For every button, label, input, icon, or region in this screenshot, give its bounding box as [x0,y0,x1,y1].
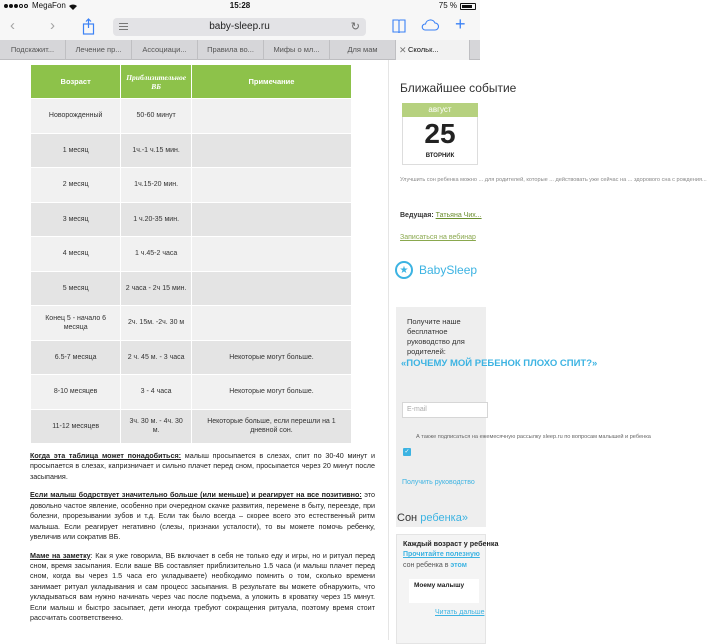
browser-tab[interactable]: Ассоциаци... [132,40,198,60]
sleep-title-prefix: Сон [397,512,421,524]
browser-tab[interactable]: Правила во... [198,40,264,60]
table-row [31,202,352,237]
star-logo-icon: ★ [395,261,413,279]
table-row [31,409,352,444]
paragraph-heading: Когда эта таблица может понадобиться: [30,451,182,460]
paragraph [30,490,375,542]
wake-time-cell: 3ч. 30 м. - 4ч. 30 м. [121,409,192,444]
table-header-row [31,65,352,99]
share-icon[interactable] [82,18,95,35]
age-cell: 4 месяц [31,237,121,272]
paragraph-text: малыш просыпается в слезах, спит по 30-40 минут и просыпается в слезах, капризничает и сильно плачет перед сном, просыпается через 20 минут после засыпания. [30,451,376,481]
table-row [31,133,352,168]
sleep-teaser-box [396,534,499,644]
subscribe-checkbox[interactable]: ✓ [404,449,410,455]
read-more-link[interactable]: Читать дальше [435,609,485,616]
sleep-title-word: ребенка» [420,512,468,524]
battery-indicator [439,0,476,12]
article-text [30,451,375,624]
table-row [31,271,352,306]
host-link[interactable]: Татьяна Чих... [435,212,482,219]
event-date-card [402,103,478,165]
age-cell: 8-10 месяцев [31,375,121,410]
paragraph-heading: Если малыш бодрствует значительно больше (или меньше) и реагирует на все позитивно: [30,490,362,500]
teaser-card[interactable]: Моему малышу [409,579,479,603]
note-cell [191,99,351,134]
forward-arrow-icon[interactable]: › [50,17,55,34]
age-cell: 1 месяц [31,133,121,168]
sidebar [388,60,707,640]
event-description: Улучшить сон ребенка можно ... для родителей, которые ... действовать уже сейчас на ... здорового сна с рождения... [400,177,707,183]
wake-time-cell: 1ч.15-20 мин. [121,168,192,203]
column-header: Примечание [191,65,351,99]
table-row [31,237,352,272]
column-header: Приблизительное ВБ [121,65,192,99]
sleep-section-title [397,512,468,524]
battery-percent: 75 % [438,1,457,10]
carrier-name: MegaFon [32,1,66,10]
browser-tab-strip [0,40,480,60]
note-cell [191,133,351,168]
table-row [31,375,352,410]
note-cell [191,168,351,203]
url-text: baby-sleep.ru [209,21,270,32]
browser-tab[interactable]: Мифы о мл... [264,40,330,60]
event-day: 25 [402,117,478,150]
guide-intro: Получите наше бесплатное руководство для родителей: [407,317,465,357]
paragraph-text: : Как я уже говорила, ВБ включает в себя не только еду и игры, но и ритуал перед сном, время засыпания. Если ваше ВБ составляет приблизительно 1.5 часа (и малыш плачет перед сном, когда вы через 1.5 часа его укладываете) необходимо помнить о том, сколько времени занимает ритуал укладывания и сам процесс засыпания. В результате вы можете обнаружить, что укладываться вам нужно начинать через час после подъема, а уложить в кроватку через 15 минут. Если малыш и быстро засыпает, дети иногда требуют сокращения ритуала, поэтому время стоит рассчитать соответственно. [30,550,375,623]
upcoming-event-title: Ближайшее событие [400,81,517,95]
reload-icon[interactable]: ↻ [350,21,360,33]
wake-time-cell: 50-60 минут [121,99,192,134]
table-row [31,168,352,203]
wake-time-cell: 1ч.-1 ч.15 мин. [121,133,192,168]
event-month: август [402,103,478,117]
paragraph-heading: Маме на заметку [30,550,91,560]
status-bar [0,0,480,12]
webinar-signup-link[interactable]: Записаться на вебинар [400,234,476,241]
paragraph [30,451,375,482]
age-cell: Новорожденный [31,99,121,134]
teaser-link[interactable]: Прочитайте полезную [403,551,480,558]
wake-time-cell: 3 - 4 часа [121,375,192,410]
guide-title: «ПОЧЕМУ МОЙ РЕБЕНОК ПЛОХО СПИТ?» [401,358,598,369]
age-cell: 2 месяц [31,168,121,203]
address-bar[interactable] [113,18,366,36]
close-tab-icon[interactable]: ✕ [399,45,407,55]
back-arrow-icon[interactable]: ‹ [10,17,15,34]
browser-tab-active[interactable] [396,40,470,60]
age-cell: 3 месяц [31,202,121,237]
browser-tab[interactable]: Для мам [330,40,396,60]
event-host [400,212,482,219]
note-cell: Некоторые больше, если перешли на 1 дневной сон. [191,409,351,444]
note-cell [191,306,351,341]
age-cell: 5 месяц [31,271,121,306]
teaser-heading: Каждый возраст у ребенка [403,539,499,548]
note-cell [191,271,351,306]
paragraph-text: это довольно частое явление, особенно при очередном скачке развития, перемене в быту, переезде, при болезни, прорезывании зубов и т.д. Если так было всегда – скорее всего это естественный ритм малыша. Если реагирует негативно (слезы, признаки усталости), то вы можете помочь ребенку, увеличив или сократив ВБ. [30,490,375,542]
table-row [31,340,352,375]
note-cell: Некоторые могут больше. [191,375,351,410]
teaser-line-bold: этом [450,562,467,569]
age-cell: 11-12 месяцев [31,409,121,444]
email-field[interactable]: E-mail [402,402,488,418]
table-row [31,306,352,341]
wake-time-cell: 2ч. 15м. -2ч. 30 м [121,306,192,341]
active-tab-label: Скольк... [408,45,439,54]
table-row [31,99,352,134]
teaser-line-text: сон ребенка в [403,562,451,569]
wake-time-cell: 2 ч. 45 м. - 3 часа [121,340,192,375]
clock: 15:28 [229,1,251,10]
event-weekday: ВТОРНИК [402,150,478,165]
reader-menu-icon[interactable] [119,23,128,32]
article-content [30,60,375,640]
browser-tab[interactable]: Лечение пр... [66,40,132,60]
cloud-tabs-icon[interactable] [420,18,440,32]
brand-block [389,256,481,284]
note-cell [191,237,351,272]
wake-time-cell: 1 ч.45-2 часа [121,237,192,272]
table-body [31,99,352,444]
subscribe-consent-text: А также подписаться на ежемесячную рассылку sleep.ru по вопросам малышей и ребенка [416,434,651,440]
column-header: Возраст [31,65,121,99]
wake-time-cell: 1 ч.20-35 мин. [121,202,192,237]
teaser-line [403,562,467,569]
new-tab-plus-icon[interactable]: + [455,14,466,34]
guide-signup-box [396,307,651,527]
host-label: Ведущая: [400,212,434,219]
note-cell: Некоторые могут больше. [191,340,351,375]
get-guide-button[interactable]: Получить руководство [402,479,475,486]
note-cell [191,202,351,237]
wakefulness-table [30,64,352,444]
bookmarks-icon[interactable] [392,18,406,34]
age-cell: Конец 5 - начало 6 месяца [31,306,121,341]
browser-tab[interactable]: Подскажит... [0,40,66,60]
wake-time-cell: 2 часа - 2ч 15 мин. [121,271,192,306]
brand-name: BabySleep [419,263,478,277]
battery-icon [460,3,476,10]
age-cell: 6.5-7 месяца [31,340,121,375]
browser-toolbar [0,12,480,40]
paragraph [30,551,375,624]
